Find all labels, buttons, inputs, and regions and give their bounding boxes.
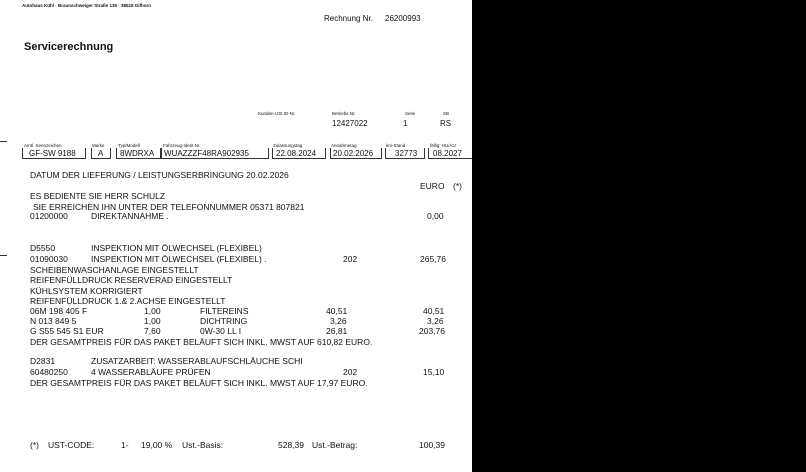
vin-header: Fahrzeug-Ident.Nr. — [163, 143, 201, 148]
part-number: N 013 849 5 — [30, 316, 77, 326]
plate-header: Amtl. Kennzeichen — [24, 143, 62, 148]
inspection-pkg-desc: INSPEKTION MIT ÖLWECHSEL (FLEXIBEL) — [91, 243, 262, 253]
sb-value: RS — [440, 119, 452, 128]
served-by: ES BEDIENTE SIE HERR SCHULZ — [30, 191, 166, 201]
mileage-value: 32773 — [395, 149, 418, 158]
registration-header: Zulassungstag — [273, 143, 303, 148]
make-header: Marke — [92, 143, 105, 148]
inspection-qty: 202 — [343, 254, 358, 264]
invoice-number: 26200993 — [385, 14, 421, 23]
invoice-number-label: Rechnung Nr. — [324, 14, 373, 23]
delivery-date: DATUM DER LIEFERUNG / LEISTUNGSERBRINGUNG 20.02.2026 — [30, 170, 289, 180]
vat-basis: 528,39 — [278, 440, 304, 450]
vat-rate: 19,00 % — [141, 440, 173, 450]
page-title: Servicerechnung — [24, 41, 114, 53]
extra-pkg-desc: ZUSATZARBEIT: WASSERABLAUFSCHLÄUCHE SCHI — [91, 356, 303, 366]
vat-basis-label: Ust.-Basis: — [182, 440, 224, 450]
hu-au-value: 08.2027 — [433, 149, 462, 158]
model-value: 8WDRXA — [120, 149, 155, 158]
part-qty: 1,00 — [144, 306, 161, 316]
vat-amount: 100,39 — [419, 440, 445, 450]
vin-value: WUAZZZF48RA902935 — [164, 149, 249, 158]
inspection-note: REIFENFÜLLDRUCK RESERVERAD EINGESTELLT — [30, 275, 233, 285]
sb-header: SB — [443, 111, 450, 116]
vat-code: 1- — [121, 440, 129, 450]
branch-no-header: Betriebs Nr. — [332, 111, 356, 116]
part-qty: 1,00 — [144, 316, 161, 326]
model-header: Typ/Modell — [118, 143, 140, 148]
part-name: FILTEREINS — [200, 306, 249, 316]
part-name: DICHTRING — [200, 316, 248, 326]
page-no-header: Seite — [405, 111, 416, 116]
inspection-code: 01090030 — [30, 254, 68, 264]
inspection-desc: INSPEKTION MIT ÖLWECHSEL (FLEXIBEL) . — [91, 254, 267, 264]
branch-no-value: 12427022 — [332, 119, 368, 128]
inspection-note: REIFENFÜLLDRUCK 1.& 2.ACHSE EINGESTELLT — [30, 296, 226, 306]
vat-amount-label: Ust.-Betrag: — [312, 440, 358, 450]
part-total: 3,26 — [427, 316, 444, 326]
inspection-pkg-code: D5550 — [30, 243, 56, 253]
registration-value: 22.08.2024 — [276, 149, 317, 158]
part-total: 40,51 — [423, 306, 445, 316]
fold-mark — [0, 255, 7, 256]
extra-pkg-code: D2831 — [30, 356, 56, 366]
part-number: G S55 545 S1 EUR — [30, 326, 104, 336]
part-number: 06M 198 405 F — [30, 306, 88, 316]
inspection-note: SCHEIBENWASCHANLAGE EINGESTELLT — [30, 265, 199, 275]
extra-total-text: DER GESAMTPREIS FÜR DAS PAKET BELÄUFT SICH INKL. MWST AUF 17,97 EURO. — [30, 378, 368, 388]
acceptance-value: 20.02.2026 — [333, 149, 374, 158]
hu-au-header: fällig: HU/AU — [430, 143, 456, 148]
direct-desc: DIREKTANNAHME . — [91, 211, 169, 221]
part-name: 0W-30 LL I — [200, 326, 242, 336]
currency-label: EURO — [420, 181, 445, 191]
part-price: 40,51 — [326, 306, 348, 316]
make-value: A — [98, 149, 104, 158]
part-price: 26,81 — [326, 326, 348, 336]
part-qty: 7,60 — [144, 326, 161, 336]
currency-note: (*) — [453, 181, 462, 191]
extra-desc: 4 WASSERABLÄUFE PRÜFEN — [91, 367, 211, 377]
phone-note: SIE ERREICHEN IHN UNTER DER TELEFONNUMMER 05371 807821 — [33, 202, 305, 212]
part-total: 203,76 — [419, 326, 445, 336]
extra-code: 60480250 — [30, 367, 68, 377]
inspection-amount: 265,76 — [420, 254, 446, 264]
part-price: 3,26 — [330, 316, 347, 326]
fold-mark — [0, 141, 7, 142]
inspection-note: KÜHLSYSTEM KORRIGIERT — [30, 286, 143, 296]
mileage-header: km-Stand — [386, 143, 406, 148]
inspection-total-text: DER GESAMTPREIS FÜR DAS PAKET BELÄUFT SICH INKL. MWST AUF 610,82 EURO. — [30, 337, 373, 347]
vat-code-label: UST-CODE: — [48, 440, 95, 450]
extra-amount: 15,10 — [423, 367, 445, 377]
customer-vat-header: Kunden-USt.ID-Nr. — [258, 111, 296, 116]
footer-mark: (*) — [30, 440, 39, 450]
extra-qty: 202 — [343, 367, 358, 377]
page-no-value: 1 — [403, 119, 408, 128]
acceptance-header: Annahmetag — [331, 143, 357, 148]
direct-amount: 0,00 — [427, 211, 444, 221]
sender-address: Autohaus Kühl · Braunschweiger Straße 135 · 38518 Gifhorn — [22, 3, 152, 8]
direct-code: 01200000 — [30, 211, 68, 221]
plate-value: GF-SW 9188 — [29, 149, 76, 158]
